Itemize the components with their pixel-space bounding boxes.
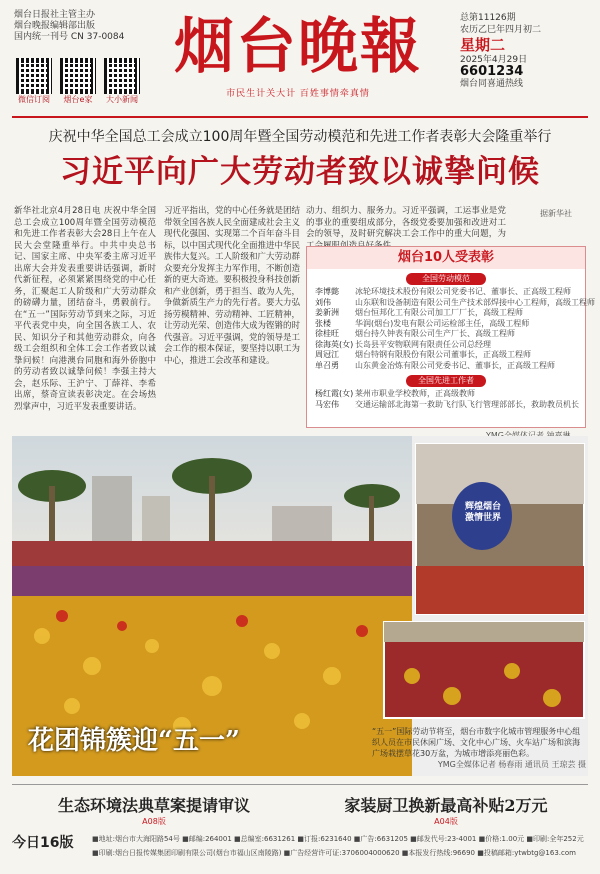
hotline-number: 6601234 [460,64,524,79]
honoree-desc: 山东黄金冶炼有限公司党委书记、董事长，正高级工程师 [355,360,555,370]
teaser-1[interactable] [14,793,294,826]
honoree-name: 马宏伟 [315,399,339,409]
honoree-row [307,308,585,319]
newspaper-title: 烟台晚報 [174,12,422,82]
lead-headline[interactable]: 习近平向广大劳动者致以诚挚问候 [60,154,540,190]
photo-caption [372,726,586,770]
qr-app[interactable] [60,58,96,105]
qr-code-icon [16,58,52,94]
qr-wechat[interactable] [16,58,52,105]
honoree-name: 徐桂旺 [315,329,339,338]
honor-box [306,246,595,428]
caption-text: “五一”国际劳动节将至，烟台市数字化城市管理服务中心组织人员在市民休闲广场、文化中心广场、火车站广场和滨海广场栽摆草花30万盆，为城市增添亮丽色彩。 [372,727,581,758]
honor-box-title: 烟台10人受表彰 [307,247,585,269]
honoree-row [307,350,585,361]
honoree-name: 杨红霞(女) [315,389,354,398]
honoree-desc: 冰轮环境技术股份有限公司党委书记、董事长、正高级工程师 [355,287,571,296]
honoree-name: 姜新洲 [315,308,339,317]
teaser-page: A08版 [142,817,166,826]
lead-column-2: 习近平指出，党的中心任务就是团结带领全国各族人民全面建成社会主义现代化强国、实现第二个百年奋斗目标，以中国式现代化全面推进中华民族伟大复兴。工人阶级和广大劳动群众要充分发挥主力军作用，不断创造新的更大奇迹。要积极投身科技创新和产业创新，勇于担当、敢为人先，争做新质生产力的先行者。要大力弘扬劳模精神、劳动精神、工匠精神，让劳动光荣、创造伟大成为铿锵的时代强音。习近平强调，党的领导是工会工作的根本保证，要坚持以职工为中心，推进工会改革和建设。 [164,206,301,366]
issn-line: 国内统一刊号 CN 37-0084 [14,32,125,42]
honor-group-label: 全国先进工作者 [406,375,486,387]
teaser-page: A04版 [434,817,458,826]
honoree-row [307,400,585,411]
lead-credit: 据新华社 [540,209,572,218]
honoree-desc: 烟台持久钟表有限公司生产厂长、高级工程师 [355,329,515,338]
honoree-name: 张楼 [315,318,331,328]
honoree-row [307,340,585,351]
footer-line: ■印刷:烟台日报传媒集团印刷有限公司(烟台市福山区南陵路) ■广告经营许可证:3706004000620 ■本报发行热线:96690 ■投稿邮箱:ytwbtg@163.com [92,849,576,857]
honoree-desc: 烟台恒邦化工有限公司加工厂厂长，高级工程师 [355,308,523,317]
honoree-row [307,297,595,309]
honoree-row [307,287,585,298]
honoree-name: 单召勇 [315,360,339,370]
honoree-row [307,329,585,340]
footer-line: ■地址:烟台市大海阳路54号 ■邮编:264001 ■总编室:6631261 ■订报:6231640 ■广告:6631205 ■邮发代号:23-4001 ■价格:1.00元 ■印刷:全年252元 [92,835,584,843]
qr-code-icon [60,58,96,94]
masthead [148,8,448,108]
honoree-row [307,389,585,400]
honoree-name: 刘伟 [315,297,331,307]
honoree-name: 周冠江 [315,350,339,359]
lead-column-3: 动力、组织力、服务力。习近平强调，工运事业是党的事业的重要组成部分，各级党委要加强和改进对工会的领导，及时研究解决工会工作中的重大问题，为 [306,206,506,239]
issue-date: 2025年4月29日 [460,55,528,65]
honoree-desc: 莱州市职业学校教师，正高级教师 [355,389,475,398]
teaser-title: 生态环境法典草案提请审议 [57,796,250,815]
lead-column-1: 新华社北京4月28日电 庆祝中华全国总工会成立100周年暨全国劳动模范和先进工作者表彰大会28日上午在人民大会堂隆重举行。中共中央总书记、国家主席、中央军委主席习近平出席大会并发表重要讲话强调，新时代新征程，必须紧紧围绕党的中心任务，汇聚起工人阶级和广大劳动群众的磅礴力量，团结奋斗，勇毅前行。在“五一”国际劳动节到来之际，习近平代表党中央，向全国各族工人、农民、知识分子和其他劳动群众，向各级工会组织和全体工会工作者致以诚挚问候！向港澳台同胞和海外侨胞中的劳动者致以诚挚问候！李强主持大会，赵乐际、王沪宁、丁薛祥、李希出席，蔡奇宣读表彰决定。在会场热烈掌声中，习近平发表重要讲话。 [14,206,156,412]
masthead-left-info [14,10,134,43]
qr-code-icon [104,58,140,94]
honoree-desc: 长岛县平安物联网有限责任公司总经理 [355,339,491,349]
teaser-title: 家装厨卫换新最高补贴2万元 [344,796,548,815]
masthead-divider [12,116,588,118]
honoree-desc: 山东联和设备制造有限公司生产技术部焊接中心工程师，高级工程师 [355,297,595,307]
masthead-slogan: 市民生计关大计 百姓事情牵真情 [226,89,370,99]
qr-label: 大小新闻 [106,95,138,104]
photo-title[interactable]: 花团锦簇迎“五一” [28,726,240,756]
qr-label: 微信订阅 [18,95,50,104]
lead-kicker: 庆祝中华全国总工会成立100周年暨全国劳动模范和先进工作者表彰大会隆重举行 [48,129,552,145]
honoree-name: 李博懿 [315,287,339,296]
honoree-name: 徐海英(女) [315,339,354,349]
publisher-line: 烟台晚报编辑部出版 [14,21,96,31]
qr-label: 烟台e家 [63,95,93,104]
hotline-label: 烟台同喜通热线 [460,79,524,89]
honor-group-label: 全国劳动模范 [406,273,486,285]
honoree-desc: 华润(烟台)发电有限公司运检部主任，高级工程师 [355,318,530,328]
issue-number: 总第11126期 [460,13,516,23]
weekday: 星期二 [460,36,506,54]
honoree-desc: 烟台特钢有限股份有限公司董事长，正高级工程师 [355,350,531,359]
teaser-divider [12,784,588,785]
qr-code-row [16,58,140,105]
lunar-date: 农历乙巳年四月初二 [460,25,542,35]
photo-credit: YMG全媒体记者 杨春雨 通讯员 王琼芸 摄 [437,760,586,769]
page-count: 今日16版 [12,835,74,851]
honoree-row [307,319,585,330]
footer [12,834,588,868]
teaser-2[interactable] [306,793,586,826]
publisher-line: 烟台日报社主管主办 [14,10,96,20]
qr-news[interactable] [104,58,140,105]
honoree-desc: 交通运输部北海第一救助飞行队飞行管理部部长，救助教员机长 [355,399,579,409]
poster-text: 辉煌烟台 激情世界 [465,502,502,523]
honoree-row [307,361,585,372]
masthead-right-info [460,12,590,90]
